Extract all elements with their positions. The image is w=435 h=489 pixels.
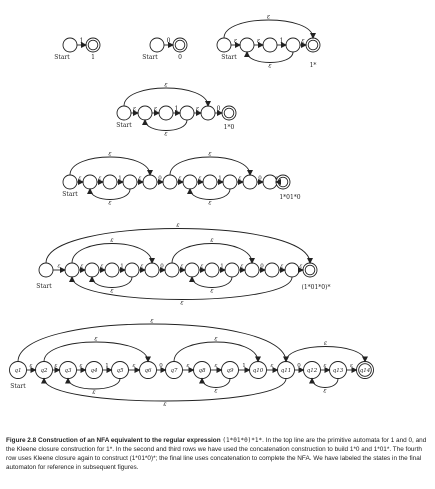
epsilon-label: ε bbox=[238, 175, 242, 182]
start-label: Start bbox=[142, 54, 158, 61]
state bbox=[117, 106, 131, 120]
epsilon-label: ε bbox=[240, 263, 244, 270]
automaton-label: 1* bbox=[309, 62, 317, 69]
state-name-q3: q3 bbox=[64, 368, 72, 375]
transition-arrow bbox=[170, 157, 250, 175]
start-label: Start bbox=[221, 54, 237, 61]
state-name-q9: q9 bbox=[226, 368, 234, 375]
transition-arrow bbox=[192, 277, 232, 288]
state bbox=[217, 38, 231, 52]
epsilon-label: ε bbox=[180, 299, 184, 307]
symbol-label: 1 bbox=[242, 363, 246, 369]
accept-state bbox=[222, 106, 236, 120]
state bbox=[165, 263, 179, 277]
epsilon-label: ε bbox=[178, 175, 182, 182]
epsilon-label: ε bbox=[29, 363, 33, 369]
state bbox=[143, 175, 157, 189]
epsilon-label: ε bbox=[233, 37, 238, 45]
epsilon-label: ε bbox=[98, 175, 102, 182]
epsilon-label: ε bbox=[164, 81, 168, 89]
symbol-label: 0 bbox=[297, 363, 301, 369]
epsilon-label: ε bbox=[299, 263, 303, 270]
epsilon-label: ε bbox=[195, 105, 200, 113]
symbol-label: 1 bbox=[218, 175, 222, 182]
caption-figure-number: Figure 2.8 bbox=[6, 437, 37, 444]
start-label: Start bbox=[10, 383, 26, 390]
epsilon-label: ε bbox=[214, 363, 218, 369]
transition-arrow bbox=[224, 20, 313, 38]
symbol-label: 1 bbox=[120, 263, 124, 270]
state bbox=[285, 263, 299, 277]
figure-caption bbox=[6, 436, 430, 472]
symbol-label: 1 bbox=[118, 175, 122, 182]
symbol-label: 1 bbox=[174, 105, 179, 113]
state bbox=[245, 263, 259, 277]
transition-arrow bbox=[90, 189, 130, 200]
labels-layer bbox=[10, 14, 370, 409]
accept-state bbox=[303, 263, 317, 277]
accept-state bbox=[173, 38, 187, 52]
epsilon-label: ε bbox=[153, 105, 158, 113]
symbol-label: 0 bbox=[260, 263, 264, 270]
transition-arrow bbox=[68, 379, 120, 390]
epsilon-label: ε bbox=[280, 263, 284, 270]
state-name-q11: q11 bbox=[280, 368, 292, 375]
start-label: Start bbox=[54, 54, 70, 61]
epsilon-label: ε bbox=[132, 105, 137, 113]
state bbox=[63, 175, 77, 189]
epsilon-label: ε bbox=[210, 287, 214, 295]
state bbox=[85, 263, 99, 277]
epsilon-label: ε bbox=[164, 130, 168, 138]
caption-body: . In the top line are the primitive automata for 1 and 0, and the Kleene closure construction for 1*. In the second and third rows we have used the concatenation construction to build 1*0 and 1*01*. The fourth row uses Kleene closure again to construct (1*01*0)*; the final line uses concatenation to complete the NFA. We have labeled the states in the final automaton for reference in subsequent figures. bbox=[6, 437, 427, 471]
symbol-label: 0 bbox=[160, 263, 164, 270]
start-label: Start bbox=[36, 283, 52, 290]
symbol-label: 1 bbox=[79, 37, 84, 45]
epsilon-label: ε bbox=[57, 263, 61, 270]
epsilon-label: ε bbox=[94, 335, 98, 343]
transition-arrow bbox=[72, 277, 292, 300]
state bbox=[63, 38, 77, 52]
accept-state bbox=[276, 175, 290, 189]
states-layer bbox=[10, 38, 374, 379]
state bbox=[138, 106, 152, 120]
state bbox=[243, 175, 257, 189]
epsilon-label: ε bbox=[268, 62, 272, 70]
symbol-label: 1 bbox=[105, 363, 109, 369]
state-name-q10: q10 bbox=[252, 368, 264, 375]
state bbox=[240, 38, 254, 52]
symbol-label: 0 bbox=[216, 105, 221, 113]
epsilon-label: ε bbox=[132, 363, 136, 369]
transition-arrow bbox=[18, 324, 286, 362]
epsilon-label: ε bbox=[350, 363, 353, 369]
transition-arrow bbox=[70, 157, 150, 175]
epsilon-label: ε bbox=[270, 363, 274, 369]
transition-arrow bbox=[124, 88, 208, 106]
state bbox=[103, 175, 117, 189]
epsilon-label: ε bbox=[140, 263, 144, 270]
epsilon-label: ε bbox=[214, 387, 218, 395]
epsilon-label: ε bbox=[79, 363, 83, 369]
state-name-q2: q2 bbox=[40, 368, 48, 375]
state bbox=[39, 263, 53, 277]
epsilon-label: ε bbox=[210, 237, 214, 244]
state-name-q6: q6 bbox=[144, 368, 152, 375]
state bbox=[201, 106, 215, 120]
state bbox=[163, 175, 177, 189]
state bbox=[185, 263, 199, 277]
transition-arrow bbox=[174, 342, 258, 362]
state bbox=[263, 38, 277, 52]
caption-title: Construction of an NFA equivalent to the regular expression bbox=[37, 437, 221, 444]
transition-arrow bbox=[72, 244, 152, 264]
automaton-label: 1*01*0 bbox=[279, 194, 301, 201]
epsilon-label: ε bbox=[323, 363, 327, 369]
state bbox=[203, 175, 217, 189]
symbol-label: 0 bbox=[158, 175, 162, 182]
epsilon-label: ε bbox=[138, 175, 142, 182]
state bbox=[150, 38, 164, 52]
state bbox=[123, 175, 137, 189]
transition-arrow bbox=[44, 379, 286, 402]
symbol-label: 0 bbox=[258, 175, 262, 182]
transition-arrow bbox=[247, 52, 293, 63]
epsilon-label: ε bbox=[163, 401, 167, 408]
epsilon-label: ε bbox=[214, 335, 218, 343]
state bbox=[145, 263, 159, 277]
epsilon-label: ε bbox=[323, 340, 328, 347]
accept-state bbox=[306, 38, 320, 52]
epsilon-label: ε bbox=[180, 263, 184, 270]
automaton-label: 1*0 bbox=[223, 124, 235, 131]
caption-expression: (1*01*0)*1* bbox=[222, 437, 263, 444]
epsilon-label: ε bbox=[198, 175, 202, 182]
state bbox=[180, 106, 194, 120]
epsilon-label: ε bbox=[80, 263, 84, 270]
symbol-label: 1 bbox=[220, 263, 224, 270]
symbol-label: 0 bbox=[166, 37, 171, 45]
epsilon-label: ε bbox=[208, 150, 212, 158]
edges-layer bbox=[18, 20, 365, 401]
epsilon-label: ε bbox=[92, 389, 96, 396]
accept-state bbox=[86, 38, 100, 52]
epsilon-label: ε bbox=[108, 199, 112, 207]
state bbox=[83, 175, 97, 189]
transition-arrow bbox=[92, 277, 132, 288]
epsilon-label: ε bbox=[323, 387, 327, 395]
state bbox=[125, 263, 139, 277]
state bbox=[183, 175, 197, 189]
epsilon-label: ε bbox=[200, 263, 204, 270]
state-name-q8: q8 bbox=[198, 368, 206, 375]
start-label: Start bbox=[62, 191, 78, 198]
state bbox=[223, 175, 237, 189]
state-name-q1: q1 bbox=[14, 368, 22, 375]
state-name-q13: q13 bbox=[332, 368, 344, 375]
epsilon-label: ε bbox=[110, 237, 114, 244]
state-name-q14: q14 bbox=[359, 368, 371, 375]
symbol-label: 1 bbox=[279, 37, 284, 45]
transition-arrow bbox=[312, 379, 338, 388]
state bbox=[225, 263, 239, 277]
transition-arrow bbox=[190, 189, 230, 200]
epsilon-label: ε bbox=[78, 175, 82, 182]
epsilon-label: ε bbox=[110, 287, 114, 295]
epsilon-label: ε bbox=[208, 199, 212, 207]
epsilon-label: ε bbox=[256, 37, 261, 45]
state bbox=[286, 38, 300, 52]
state-name-q5: q5 bbox=[116, 368, 124, 375]
transition-arrow bbox=[172, 244, 252, 264]
transition-arrow bbox=[145, 120, 187, 131]
transition-arrow bbox=[44, 342, 148, 362]
state bbox=[105, 263, 119, 277]
epsilon-label: ε bbox=[150, 317, 154, 325]
start-label: Start bbox=[116, 122, 132, 129]
state-name-q4: q4 bbox=[90, 368, 98, 375]
state bbox=[205, 263, 219, 277]
state bbox=[65, 263, 79, 277]
epsilon-label: ε bbox=[54, 363, 58, 369]
state bbox=[159, 106, 173, 120]
epsilon-label: ε bbox=[176, 222, 180, 229]
epsilon-label: ε bbox=[266, 13, 271, 21]
symbol-label: 0 bbox=[159, 363, 163, 369]
transition-arrow bbox=[202, 379, 230, 388]
epsilon-label: ε bbox=[275, 175, 278, 182]
epsilon-label: ε bbox=[108, 150, 112, 158]
state-name-q7: q7 bbox=[170, 368, 178, 375]
state bbox=[265, 263, 279, 277]
epsilon-label: ε bbox=[301, 37, 305, 45]
epsilon-label: ε bbox=[186, 363, 190, 369]
automaton-label: 1 bbox=[91, 54, 95, 61]
epsilon-label: ε bbox=[100, 263, 104, 270]
automaton-label: (1*01*0)* bbox=[301, 284, 331, 291]
transition-arrow bbox=[46, 229, 310, 264]
transition-arrow bbox=[286, 347, 365, 362]
automaton-label: 0 bbox=[178, 54, 182, 61]
state-name-q12: q12 bbox=[306, 368, 318, 375]
